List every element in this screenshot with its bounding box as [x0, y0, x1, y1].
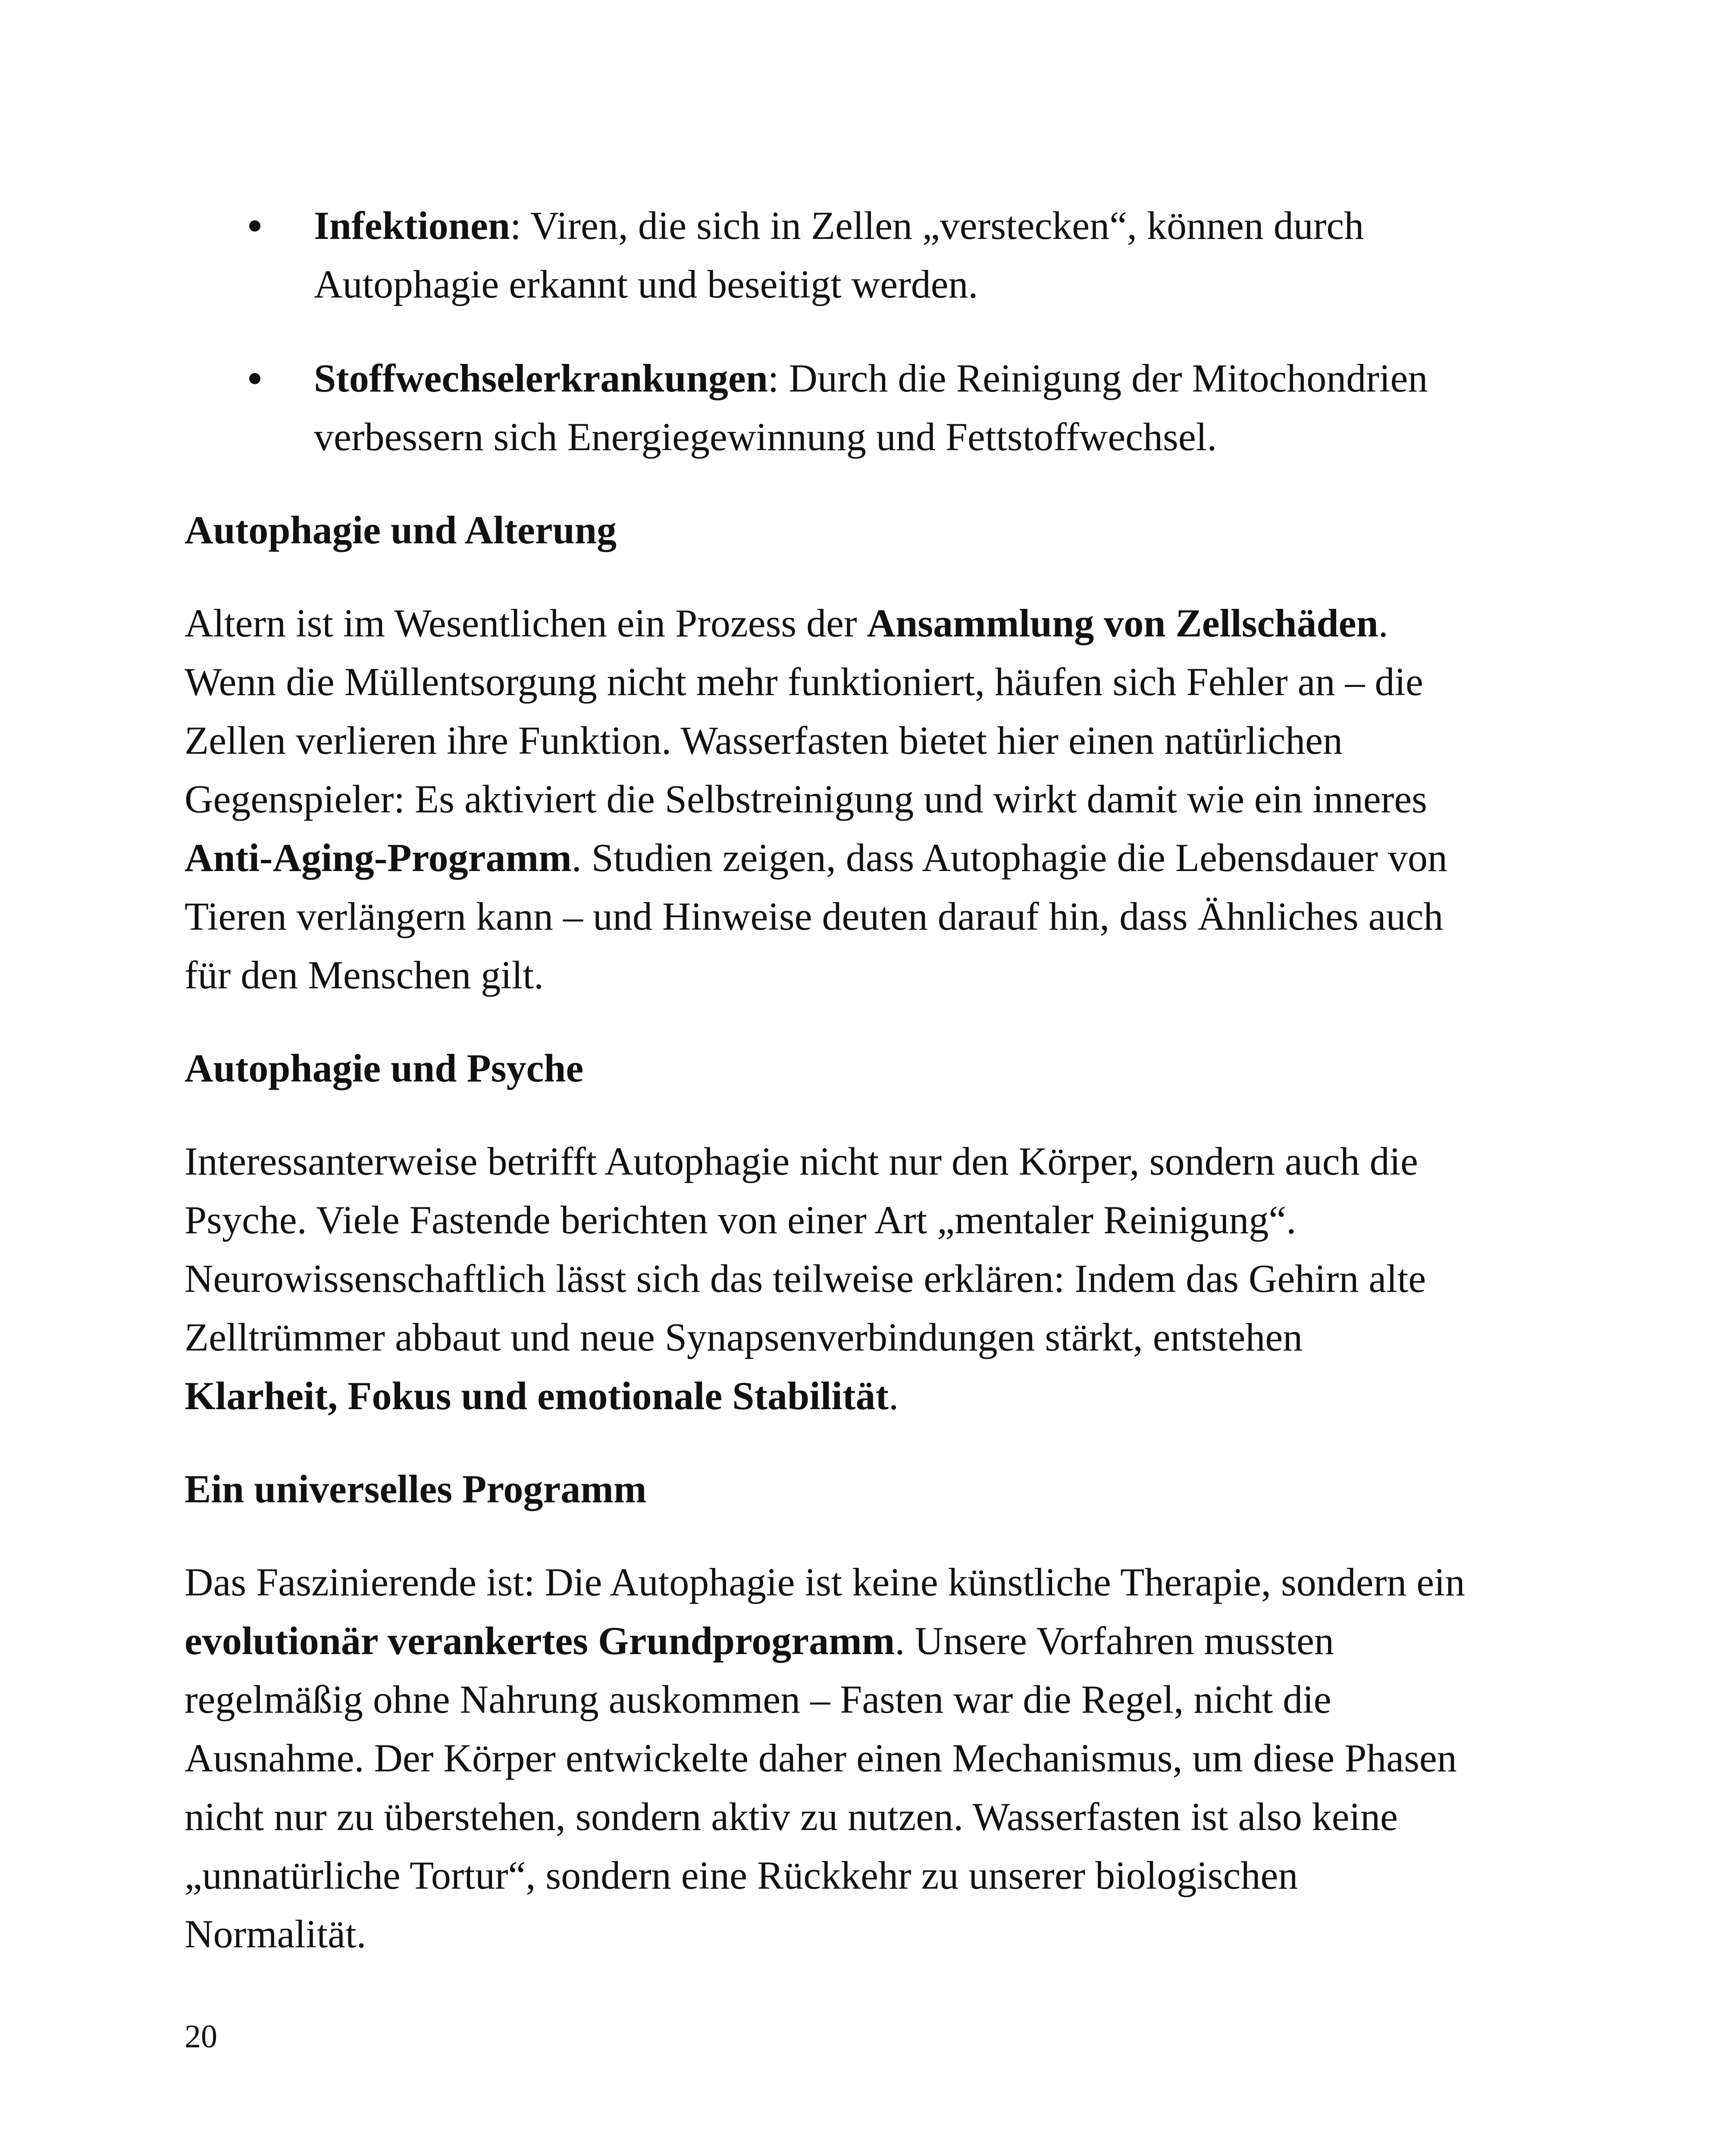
section-heading-alterung: Autophagie und Alterung: [185, 508, 617, 552]
paragraph-text: . Studien zeigen, dass Autophagie die Lebensdauer von Tieren verlängern kann – und Hinweise deuten darauf hin, dass Ähnliches auch für den Menschen gilt.: [185, 836, 1447, 997]
paragraph-emphasis: Klarheit, Fokus und emotionale Stabilität: [185, 1374, 889, 1418]
bullet-term: Stoffwechselerkrankungen: [314, 356, 768, 400]
paragraph-alterung: [185, 594, 1556, 1004]
bullet-list: [185, 196, 1556, 466]
paragraph-psyche: [185, 1132, 1556, 1425]
section-heading-psyche: Autophagie und Psyche: [185, 1046, 584, 1090]
bullet-icon: [249, 220, 260, 232]
paragraph-emphasis: evolutionär verankertes Grundprogramm: [185, 1619, 895, 1663]
bullet-item-stoffwechsel: [185, 349, 1556, 466]
page-content: [185, 196, 1556, 1963]
paragraph-emphasis: Ansammlung von Zellschäden: [867, 601, 1378, 645]
paragraph-text: .: [889, 1374, 899, 1418]
paragraph-text: . Unsere Vorfahren mussten regelmäßig ohne Nahrung auskommen – Fasten war die Regel, nicht die Ausnahme. Der Körper entwickelte daher einen Mechanismus, um diese Phasen nicht nur zu überstehen, sondern aktiv zu nutzen. Wasserfasten ist also keine „unnatürliche Tortur“, sondern eine Rückkehr zu unserer biologischen Normalität.: [185, 1619, 1457, 1956]
paragraph-emphasis: Anti-Aging-Programm: [185, 836, 572, 880]
bullet-text: : Durch die Reinigung der Mitochondrien verbessern sich Energiegewinnung und Fettstoffwechsel.: [314, 356, 1428, 459]
paragraph-text: . Wenn die Müllentsorgung nicht mehr funktioniert, häufen sich Fehler an – die Zellen verlieren ihre Funktion. Wasserfasten bietet hier einen natürlichen Gegenspieler: Es aktiviert die Selbstreinigung und wirkt damit wie ein inneres: [185, 601, 1427, 821]
bullet-item-infektionen: [185, 196, 1556, 313]
bullet-icon: [249, 373, 260, 384]
paragraph-programm: [185, 1553, 1556, 1963]
bullet-text: : Viren, die sich in Zellen „verstecken“, können durch Autophagie erkannt und beseitigt werden.: [314, 204, 1364, 306]
paragraph-text: Altern ist im Wesentlichen ein Prozess der: [185, 601, 867, 645]
paragraph-text: Interessanterweise betrifft Autophagie nicht nur den Körper, sondern auch die Psyche. Viele Fastende berichten von einer Art „mentaler Reinigung“. Neurowissenschaftlich lässt sich das teilweise erklären: Indem das Gehirn alte Zelltrümmer abbaut und neue Synapsenverbindungen stärkt, entstehen: [185, 1139, 1426, 1359]
bullet-term: Infektionen: [314, 204, 510, 248]
page-number: 20: [185, 2018, 217, 2055]
section-heading-programm: Ein universelles Programm: [185, 1467, 647, 1511]
paragraph-text: Das Faszinierende ist: Die Autophagie ist keine künstliche Therapie, sondern ein: [185, 1560, 1465, 1604]
